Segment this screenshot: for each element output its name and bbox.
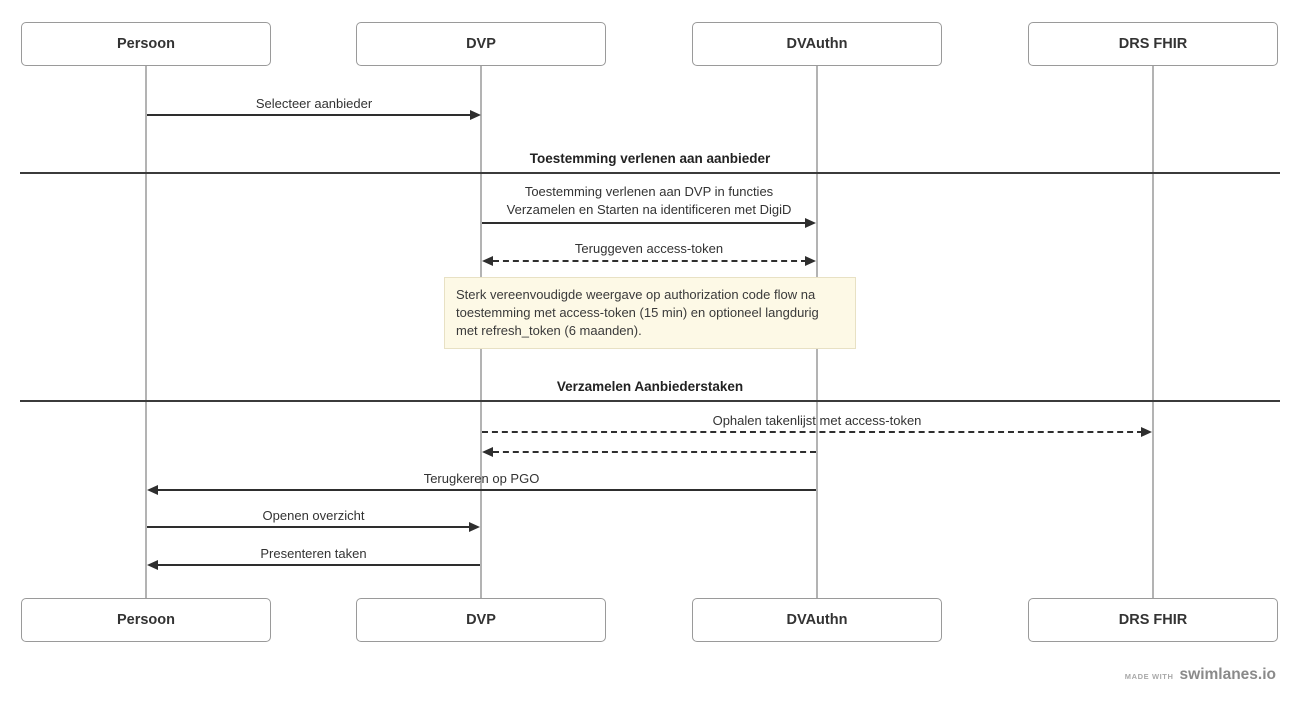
message-label-ophalen-takenlijst: Ophalen takenlijst met access-token — [712, 413, 922, 428]
actor-top-persoon: Persoon — [21, 22, 271, 66]
message-label-teruggeven-access-token: Teruggeven access-token — [574, 241, 724, 256]
message-line — [147, 114, 472, 116]
watermark — [1125, 666, 1276, 684]
actor-bottom-drs-fhir: DRS FHIR — [1028, 598, 1278, 642]
arrowhead-left-icon — [482, 447, 493, 457]
message-line — [482, 222, 807, 224]
message-line — [482, 431, 1143, 433]
message-label-selecteer-aanbieder: Selecteer aanbieder — [255, 96, 373, 111]
actor-top-dvauthn: DVAuthn — [692, 22, 942, 66]
message-line — [158, 489, 816, 491]
message-label-presenteren-taken: Presenteren taken — [260, 546, 367, 561]
section-title-toestemming: Toestemming verlenen aan aanbieder — [529, 151, 771, 166]
message-line-reply — [493, 451, 816, 453]
actor-top-drs-fhir: DRS FHIR — [1028, 22, 1278, 66]
actor-bottom-dvp: DVP — [356, 598, 606, 642]
made-with-label: MADE WITH — [1124, 672, 1174, 681]
actor-bottom-dvauthn: DVAuthn — [692, 598, 942, 642]
actor-top-dvp: DVP — [356, 22, 606, 66]
section-divider — [20, 172, 1280, 174]
section-divider — [20, 400, 1280, 402]
message-label-openen-overzicht: Openen overzicht — [262, 508, 365, 523]
arrowhead-right-icon — [805, 218, 816, 228]
note-authorization-code-flow: Sterk vereenvoudigde weergave op authorization code flow na toestemming met access-token (15 min) en optioneel langdurig met refresh_token (6 maanden). — [444, 277, 856, 349]
swimlanes-brand-link[interactable]: swimlanes.io — [1179, 666, 1276, 683]
section-title-verzamelen: Verzamelen Aanbiederstaken — [556, 379, 744, 394]
lifeline-drs-fhir — [1152, 66, 1154, 598]
message-line — [147, 526, 471, 528]
message-line — [493, 260, 807, 262]
message-label-terugkeren-op-pgo: Terugkeren op PGO — [423, 471, 540, 486]
message-line — [158, 564, 480, 566]
message-label-toestemming-verlenen: Toestemming verlenen aan DVP in functies Verzamelen en Starten na identificeren met DigiD — [506, 184, 792, 217]
actor-bottom-persoon: Persoon — [21, 598, 271, 642]
